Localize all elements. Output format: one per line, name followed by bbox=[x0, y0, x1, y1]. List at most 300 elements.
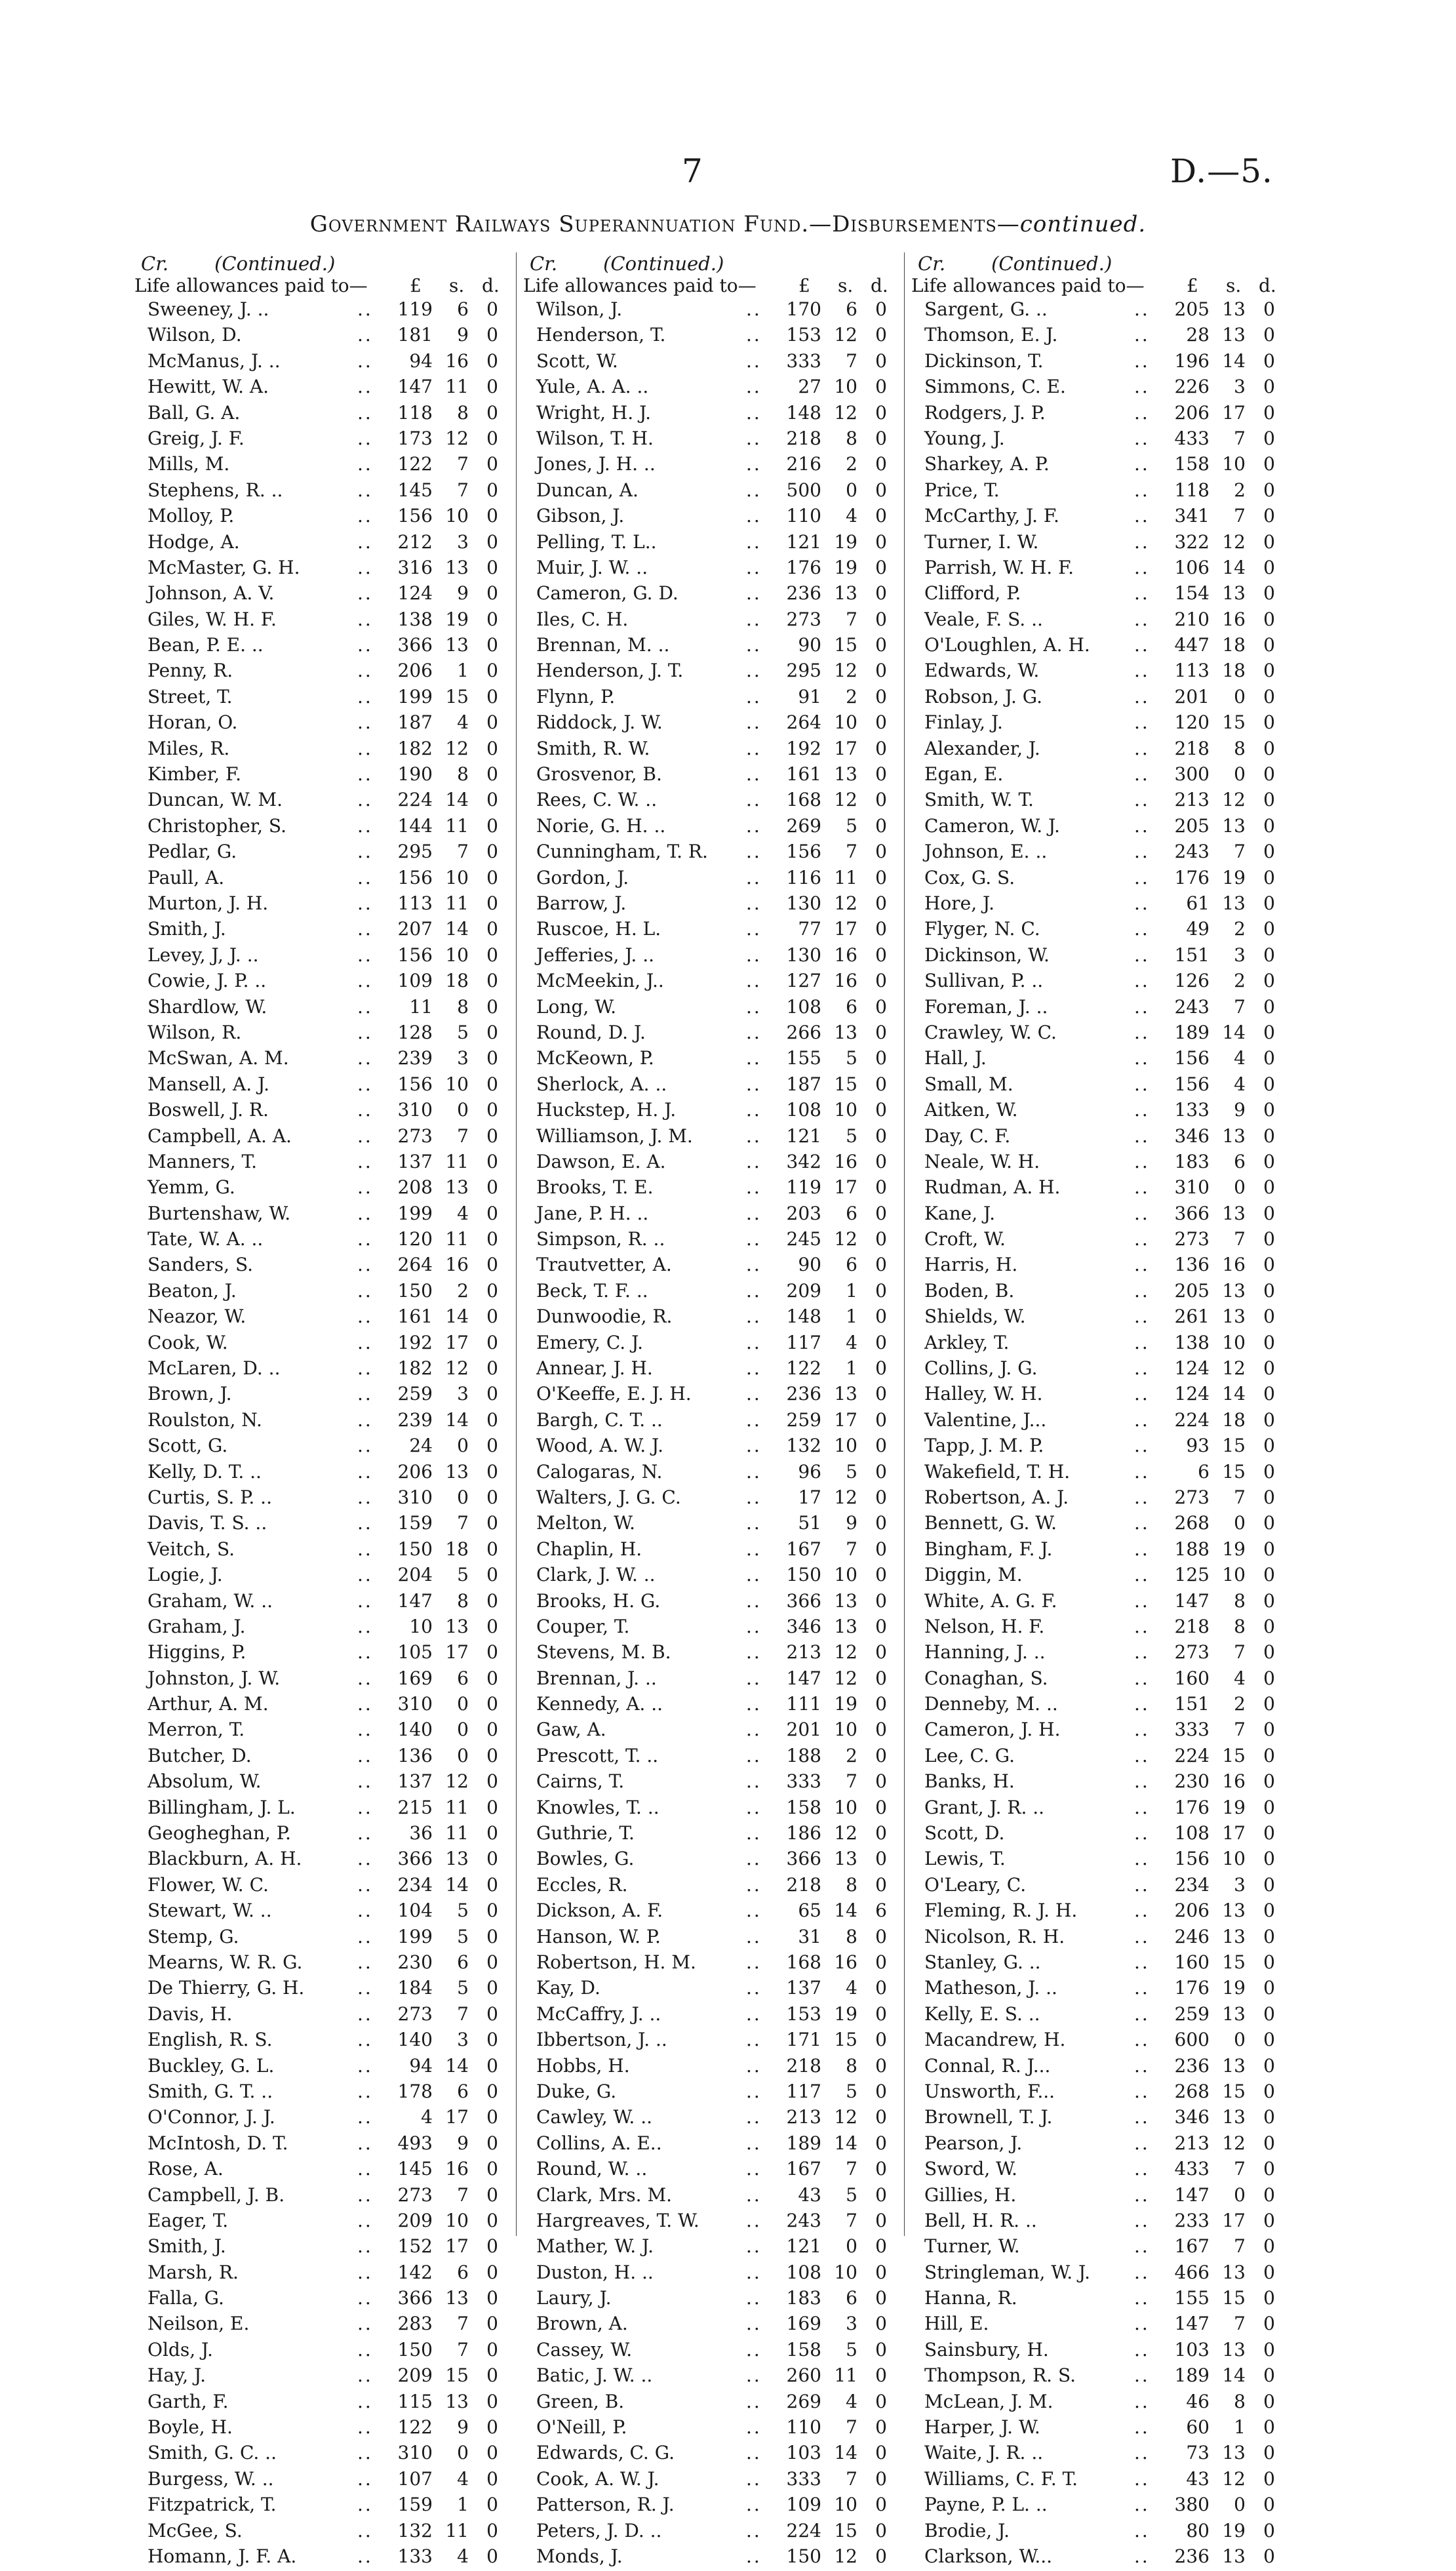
amount-pounds: 150 bbox=[786, 2545, 821, 2567]
amount-pence: 0 bbox=[486, 1744, 498, 1766]
recipient-name: Arthur, A. M. bbox=[148, 1693, 269, 1715]
amount-pence: 0 bbox=[1263, 814, 1275, 837]
recipient-name: Mearns, W. R. G. bbox=[148, 1951, 303, 1973]
amount-pence: 0 bbox=[1263, 1900, 1275, 1922]
amount-pounds: 171 bbox=[786, 2029, 821, 2051]
leader-dots: .. bbox=[1134, 763, 1150, 786]
leader-dots: .. bbox=[357, 1279, 373, 1302]
amount-pence: 0 bbox=[486, 427, 498, 449]
amount-pence: 0 bbox=[1263, 505, 1275, 527]
leader-dots: .. bbox=[1134, 1822, 1150, 1844]
leader-dots: .. bbox=[746, 1693, 762, 1715]
amount-pence: 0 bbox=[875, 685, 887, 708]
amount-pounds: 269 bbox=[786, 2390, 821, 2412]
amount-shillings: 13 bbox=[1222, 1900, 1246, 1922]
amount-pence: 0 bbox=[875, 2494, 887, 2516]
amount-pounds: 121 bbox=[786, 2235, 821, 2258]
amount-shillings: 12 bbox=[1222, 1357, 1246, 1380]
amount-pounds: 273 bbox=[1174, 1641, 1210, 1664]
leader-dots: .. bbox=[746, 1667, 762, 1689]
amount-shillings: 8 bbox=[457, 763, 469, 786]
amount-pence: 0 bbox=[875, 892, 887, 914]
table-row bbox=[128, 1461, 515, 1486]
amount-pounds: 341 bbox=[1174, 505, 1210, 527]
leader-dots: .. bbox=[746, 1589, 762, 1612]
amount-pounds: 273 bbox=[397, 1125, 433, 1147]
amount-pence: 0 bbox=[875, 2209, 887, 2231]
amount-shillings: 7 bbox=[457, 2338, 469, 2361]
amount-pence: 0 bbox=[486, 530, 498, 553]
table-row bbox=[905, 1900, 1291, 1925]
recipient-name: Denneby, M. .. bbox=[924, 1693, 1058, 1715]
amount-pounds: 366 bbox=[397, 634, 433, 656]
recipient-name: Thomson, E. J. bbox=[924, 324, 1058, 346]
leader-dots: .. bbox=[357, 582, 373, 605]
table-row bbox=[128, 1848, 515, 1873]
leader-dots: .. bbox=[357, 1900, 373, 1922]
recipient-name: Pedlar, G. bbox=[148, 841, 237, 863]
table-row bbox=[128, 2132, 515, 2158]
cr-label: Cr. bbox=[918, 252, 946, 275]
table-row bbox=[128, 738, 515, 763]
amount-pounds: 206 bbox=[1174, 401, 1210, 424]
amount-pounds: 333 bbox=[786, 1770, 821, 1793]
leader-dots: .. bbox=[746, 427, 762, 449]
leader-dots: .. bbox=[357, 401, 373, 424]
leader-dots: .. bbox=[357, 2209, 373, 2231]
leader-dots: .. bbox=[1134, 2494, 1150, 2516]
amount-pence: 0 bbox=[875, 1822, 887, 1844]
amount-shillings: 0 bbox=[1234, 685, 1246, 708]
amount-pence: 0 bbox=[1263, 1150, 1275, 1172]
recipient-name: Price, T. bbox=[924, 479, 1000, 501]
table-row bbox=[128, 428, 515, 453]
amount-pounds: 152 bbox=[397, 2235, 433, 2258]
recipient-name: Hore, J. bbox=[924, 892, 994, 914]
amount-shillings: 13 bbox=[1222, 814, 1246, 837]
amount-pounds: 130 bbox=[786, 944, 821, 966]
amount-pounds: 346 bbox=[1174, 1125, 1210, 1147]
amount-shillings: 17 bbox=[834, 737, 857, 759]
amount-pence: 0 bbox=[875, 2338, 887, 2361]
amount-pounds: 243 bbox=[1174, 995, 1210, 1018]
recipient-name: Hodge, A. bbox=[148, 530, 240, 553]
amount-pence: 0 bbox=[486, 1770, 498, 1793]
amount-pounds: 346 bbox=[786, 1615, 821, 1637]
amount-pence: 0 bbox=[875, 2364, 887, 2387]
amount-shillings: 11 bbox=[445, 1796, 469, 1818]
recipient-name: Simpson, R. .. bbox=[536, 1228, 665, 1250]
amount-shillings: 7 bbox=[1234, 1228, 1246, 1250]
amount-pence: 0 bbox=[486, 376, 498, 398]
amount-shillings: 5 bbox=[457, 1925, 469, 1947]
amount-pence: 0 bbox=[486, 1279, 498, 1302]
amount-pounds: 264 bbox=[786, 711, 821, 734]
amount-pence: 0 bbox=[486, 349, 498, 372]
leader-dots: .. bbox=[357, 2416, 373, 2439]
leader-dots: .. bbox=[1134, 1641, 1150, 1664]
amount-pounds: 205 bbox=[1174, 298, 1210, 320]
leader-dots: .. bbox=[746, 2545, 762, 2567]
amount-shillings: 15 bbox=[445, 685, 469, 708]
amount-pounds: 259 bbox=[397, 1383, 433, 1405]
amount-pounds: 108 bbox=[786, 995, 821, 1018]
amount-pence: 0 bbox=[1263, 711, 1275, 734]
amount-pence: 0 bbox=[1263, 1925, 1275, 1947]
amount-pounds: 196 bbox=[1174, 349, 1210, 372]
amount-pounds: 206 bbox=[1174, 1900, 1210, 1922]
amount-shillings: 17 bbox=[1222, 1822, 1246, 1844]
leader-dots: .. bbox=[1134, 789, 1150, 811]
amount-pence: 0 bbox=[1263, 1021, 1275, 1043]
table-row bbox=[905, 634, 1291, 660]
amount-pence: 6 bbox=[875, 1900, 887, 1922]
table-row bbox=[905, 2364, 1291, 2390]
amount-shillings: 0 bbox=[457, 1435, 469, 1457]
amount-shillings: 6 bbox=[457, 2261, 469, 2283]
leader-dots: .. bbox=[357, 1641, 373, 1664]
amount-pounds: 188 bbox=[1174, 1538, 1210, 1560]
recipient-name: Hall, J. bbox=[924, 1047, 987, 1069]
leader-dots: .. bbox=[746, 582, 762, 605]
amount-pence: 0 bbox=[875, 2313, 887, 2335]
amount-pence: 0 bbox=[486, 866, 498, 888]
amount-pence: 0 bbox=[875, 1021, 887, 1043]
amount-shillings: 4 bbox=[457, 2545, 469, 2567]
leader-dots: .. bbox=[357, 298, 373, 320]
amount-shillings: 12 bbox=[445, 1357, 469, 1380]
recipient-name: Falla, G. bbox=[148, 2287, 224, 2309]
amount-pounds: 182 bbox=[397, 737, 433, 759]
recipient-name: Parrish, W. H. F. bbox=[924, 556, 1074, 578]
table-row bbox=[128, 1564, 515, 1589]
amount-pence: 0 bbox=[875, 530, 887, 553]
amount-pence: 0 bbox=[1263, 1331, 1275, 1353]
recipient-name: Hanna, R. bbox=[924, 2287, 1017, 2309]
leader-dots: .. bbox=[1134, 298, 1150, 320]
table-row bbox=[905, 2520, 1291, 2545]
leader-dots: .. bbox=[746, 2003, 762, 2025]
table-row bbox=[905, 815, 1291, 841]
table-row bbox=[517, 1409, 903, 1435]
amount-pence: 0 bbox=[875, 2442, 887, 2464]
amount-pence: 0 bbox=[1263, 1564, 1275, 1586]
table-row bbox=[517, 2313, 903, 2338]
amount-pounds: 218 bbox=[786, 1873, 821, 1896]
amount-shillings: 6 bbox=[457, 298, 469, 320]
leader-dots: .. bbox=[357, 1047, 373, 1069]
leader-dots: .. bbox=[746, 2132, 762, 2154]
leader-dots: .. bbox=[1134, 1021, 1150, 1043]
amount-pence: 0 bbox=[486, 2132, 498, 2154]
amount-shillings: 17 bbox=[834, 1408, 857, 1431]
table-row bbox=[128, 867, 515, 892]
leader-dots: .. bbox=[746, 2029, 762, 2051]
leader-dots: .. bbox=[1134, 634, 1150, 656]
amount-pounds: 204 bbox=[397, 1564, 433, 1586]
amount-pounds: 160 bbox=[1174, 1951, 1210, 1973]
recipient-name: Greig, J. F. bbox=[148, 427, 245, 449]
amount-pounds: 224 bbox=[1174, 1744, 1210, 1766]
table-row bbox=[128, 1745, 515, 1770]
amount-pounds: 93 bbox=[1186, 1435, 1210, 1457]
amount-pence: 0 bbox=[1263, 1486, 1275, 1508]
amount-pence: 0 bbox=[1263, 2442, 1275, 2464]
amount-pounds: 150 bbox=[397, 2338, 433, 2361]
shillings-header: s. bbox=[838, 275, 854, 296]
amount-shillings: 13 bbox=[834, 1615, 857, 1637]
recipient-name: Duston, H. .. bbox=[536, 2261, 654, 2283]
leader-dots: .. bbox=[357, 2364, 373, 2387]
amount-pounds: 218 bbox=[1174, 1615, 1210, 1637]
recipient-name: Tate, W. A. .. bbox=[148, 1228, 264, 1250]
amount-pence: 0 bbox=[875, 1254, 887, 1276]
amount-shillings: 13 bbox=[445, 556, 469, 578]
table-row bbox=[517, 1926, 903, 1951]
table-row bbox=[128, 1719, 515, 1744]
table-row bbox=[128, 1254, 515, 1279]
recipient-name: Bingham, F. J. bbox=[924, 1538, 1053, 1560]
recipient-name: Emery, C. J. bbox=[536, 1331, 644, 1353]
table-row bbox=[905, 1667, 1291, 1693]
amount-pounds: 181 bbox=[397, 324, 433, 346]
table-row bbox=[128, 2029, 515, 2054]
amount-shillings: 11 bbox=[834, 866, 857, 888]
recipient-name: Neale, W. H. bbox=[924, 1150, 1040, 1172]
recipient-name: Merron, T. bbox=[148, 1719, 245, 1741]
amount-shillings: 2 bbox=[1234, 479, 1246, 501]
table-row bbox=[517, 763, 903, 789]
table-row bbox=[517, 634, 903, 660]
recipient-name: Clark, Mrs. M. bbox=[536, 2183, 673, 2206]
leader-dots: .. bbox=[357, 1150, 373, 1172]
amount-shillings: 10 bbox=[834, 1435, 857, 1457]
table-row bbox=[517, 428, 903, 453]
recipient-name: Dickinson, T. bbox=[924, 349, 1044, 372]
leader-dots: .. bbox=[1134, 995, 1150, 1018]
leader-dots: .. bbox=[357, 349, 373, 372]
table-row bbox=[128, 660, 515, 685]
table-row bbox=[905, 2081, 1291, 2106]
amount-pence: 0 bbox=[1263, 1408, 1275, 1431]
table-row bbox=[128, 2313, 515, 2338]
leader-dots: .. bbox=[746, 376, 762, 398]
leader-dots: .. bbox=[1134, 1486, 1150, 1508]
table-row bbox=[128, 2184, 515, 2210]
amount-pence: 0 bbox=[875, 1693, 887, 1715]
amount-pounds: 150 bbox=[397, 1279, 433, 1302]
amount-pence: 0 bbox=[1263, 324, 1275, 346]
amount-shillings: 0 bbox=[1234, 763, 1246, 786]
amount-shillings: 8 bbox=[1234, 1589, 1246, 1612]
amount-shillings: 5 bbox=[846, 814, 857, 837]
amount-pence: 0 bbox=[1263, 634, 1275, 656]
amount-shillings: 7 bbox=[1234, 1719, 1246, 1741]
table-row bbox=[128, 2339, 515, 2364]
amount-pounds: 154 bbox=[1174, 582, 1210, 605]
amount-pence: 0 bbox=[875, 2029, 887, 2051]
table-row bbox=[517, 996, 903, 1022]
table-row bbox=[905, 841, 1291, 866]
amount-shillings: 11 bbox=[445, 1150, 469, 1172]
amount-pounds: 132 bbox=[397, 2519, 433, 2541]
recipient-name: Kay, D. bbox=[536, 1977, 600, 1999]
amount-pounds: 156 bbox=[397, 1073, 433, 1095]
amount-shillings: 18 bbox=[445, 1538, 469, 1560]
amount-shillings: 16 bbox=[1222, 1770, 1246, 1793]
recipient-name: Smith, W. T. bbox=[924, 789, 1034, 811]
amount-shillings: 10 bbox=[834, 2261, 857, 2283]
table-row bbox=[517, 1590, 903, 1616]
column-2 bbox=[516, 252, 903, 2567]
amount-shillings: 4 bbox=[846, 2390, 857, 2412]
leader-dots: .. bbox=[746, 1900, 762, 1922]
recipient-name: Rodgers, J. P. bbox=[924, 401, 1046, 424]
table-row bbox=[905, 453, 1291, 479]
leader-dots: .. bbox=[1134, 349, 1150, 372]
amount-shillings: 15 bbox=[834, 1073, 857, 1095]
amount-pounds: 167 bbox=[786, 1538, 821, 1560]
table-row bbox=[905, 1073, 1291, 1099]
amount-shillings: 12 bbox=[445, 427, 469, 449]
amount-pounds: 203 bbox=[786, 1202, 821, 1224]
amount-shillings: 7 bbox=[457, 2183, 469, 2206]
recipient-name: Iles, C. H. bbox=[536, 608, 629, 630]
amount-pounds: 124 bbox=[1174, 1383, 1210, 1405]
amount-pence: 0 bbox=[486, 763, 498, 786]
leader-dots: .. bbox=[1134, 1099, 1150, 1121]
amount-pence: 0 bbox=[486, 2313, 498, 2335]
amount-pounds: 226 bbox=[1174, 376, 1210, 398]
amount-shillings: 7 bbox=[846, 2158, 857, 2180]
amount-pence: 0 bbox=[486, 737, 498, 759]
amount-shillings: 14 bbox=[1222, 2364, 1246, 2387]
table-row bbox=[128, 453, 515, 479]
amount-pence: 0 bbox=[486, 634, 498, 656]
cr-label: Cr. bbox=[141, 252, 169, 275]
recipient-name: Homann, J. F. A. bbox=[148, 2545, 297, 2567]
leader-dots: .. bbox=[357, 2442, 373, 2464]
table-row bbox=[128, 479, 515, 505]
table-row bbox=[905, 1435, 1291, 1460]
amount-shillings: 16 bbox=[834, 1951, 857, 1973]
table-row bbox=[517, 1512, 903, 1538]
recipient-name: Wilson, T. H. bbox=[536, 427, 654, 449]
table-row bbox=[128, 1073, 515, 1099]
leader-dots: .. bbox=[746, 634, 762, 656]
amount-shillings: 10 bbox=[1222, 1564, 1246, 1586]
amount-pence: 0 bbox=[1263, 1202, 1275, 1224]
amount-pence: 0 bbox=[486, 1589, 498, 1612]
leader-dots: .. bbox=[746, 2338, 762, 2361]
amount-shillings: 13 bbox=[1222, 2106, 1246, 2128]
amount-pounds: 234 bbox=[1174, 1873, 1210, 1896]
table-row bbox=[905, 1641, 1291, 1667]
amount-pounds: 121 bbox=[786, 530, 821, 553]
amount-shillings: 15 bbox=[1222, 1435, 1246, 1457]
amount-pence: 0 bbox=[1263, 2494, 1275, 2516]
leader-dots: .. bbox=[1134, 1202, 1150, 1224]
amount-pounds: 110 bbox=[786, 505, 821, 527]
leader-dots: .. bbox=[1134, 2158, 1150, 2180]
amount-pounds: 310 bbox=[1174, 1176, 1210, 1199]
amount-pounds: 201 bbox=[786, 1719, 821, 1741]
amount-pounds: 466 bbox=[1174, 2261, 1210, 2283]
amount-shillings: 19 bbox=[1222, 866, 1246, 888]
amount-shillings: 10 bbox=[445, 2209, 469, 2231]
amount-pence: 0 bbox=[875, 1279, 887, 1302]
table-row bbox=[128, 1176, 515, 1202]
leader-dots: .. bbox=[1134, 2029, 1150, 2051]
amount-pence: 0 bbox=[875, 1486, 887, 1508]
amount-pence: 0 bbox=[875, 660, 887, 682]
amount-shillings: 14 bbox=[1222, 349, 1246, 372]
leader-dots: .. bbox=[357, 2054, 373, 2077]
recipient-name: Clifford, P. bbox=[924, 582, 1021, 605]
leader-dots: .. bbox=[746, 1279, 762, 1302]
table-row bbox=[128, 1951, 515, 1977]
recipient-name: Brooks, T. E. bbox=[536, 1176, 654, 1199]
amount-pence: 0 bbox=[875, 2132, 887, 2154]
table-row bbox=[905, 1977, 1291, 2003]
amount-shillings: 7 bbox=[1234, 1641, 1246, 1664]
amount-pence: 0 bbox=[875, 2416, 887, 2439]
table-row bbox=[517, 738, 903, 763]
amount-shillings: 4 bbox=[1234, 1667, 1246, 1689]
leader-dots: .. bbox=[1134, 2261, 1150, 2283]
amount-pounds: 209 bbox=[786, 1279, 821, 1302]
table-row bbox=[128, 298, 515, 324]
amount-pence: 0 bbox=[1263, 1305, 1275, 1328]
table-row bbox=[128, 2520, 515, 2545]
amount-shillings: 17 bbox=[445, 1331, 469, 1353]
leader-dots: .. bbox=[1134, 2364, 1150, 2387]
table-row bbox=[517, 1719, 903, 1744]
table-row bbox=[517, 557, 903, 582]
amount-pence: 0 bbox=[875, 1408, 887, 1431]
amount-pence: 0 bbox=[875, 841, 887, 863]
leader-dots: .. bbox=[357, 1770, 373, 1793]
table-row bbox=[128, 2003, 515, 2029]
amount-shillings: 13 bbox=[834, 582, 857, 605]
amount-shillings: 9 bbox=[846, 1512, 857, 1534]
leader-dots: .. bbox=[746, 1925, 762, 1947]
recipient-name: Pearson, J. bbox=[924, 2132, 1023, 2154]
recipient-name: Brooks, H. G. bbox=[536, 1589, 661, 1612]
leader-dots: .. bbox=[357, 1796, 373, 1818]
amount-shillings: 8 bbox=[1234, 1615, 1246, 1637]
amount-pounds: 156 bbox=[1174, 1848, 1210, 1870]
leader-dots: .. bbox=[357, 711, 373, 734]
table-row bbox=[517, 2364, 903, 2390]
amount-pounds: 218 bbox=[786, 2054, 821, 2077]
table-row bbox=[517, 1125, 903, 1151]
table-row bbox=[128, 1770, 515, 1796]
table-row bbox=[128, 2262, 515, 2287]
amount-pounds: 137 bbox=[397, 1150, 433, 1172]
amount-pence: 0 bbox=[1263, 1047, 1275, 1069]
amount-pence: 0 bbox=[486, 995, 498, 1018]
leader-dots: .. bbox=[746, 556, 762, 578]
leader-dots: .. bbox=[357, 2467, 373, 2490]
amount-pence: 0 bbox=[1263, 841, 1275, 863]
page-number: 7 bbox=[682, 152, 703, 190]
leader-dots: .. bbox=[746, 1357, 762, 1380]
leader-dots: .. bbox=[1134, 2106, 1150, 2128]
recipient-name: Duncan, W. M. bbox=[148, 789, 283, 811]
amount-pence: 0 bbox=[486, 2467, 498, 2490]
table-row bbox=[905, 2262, 1291, 2287]
